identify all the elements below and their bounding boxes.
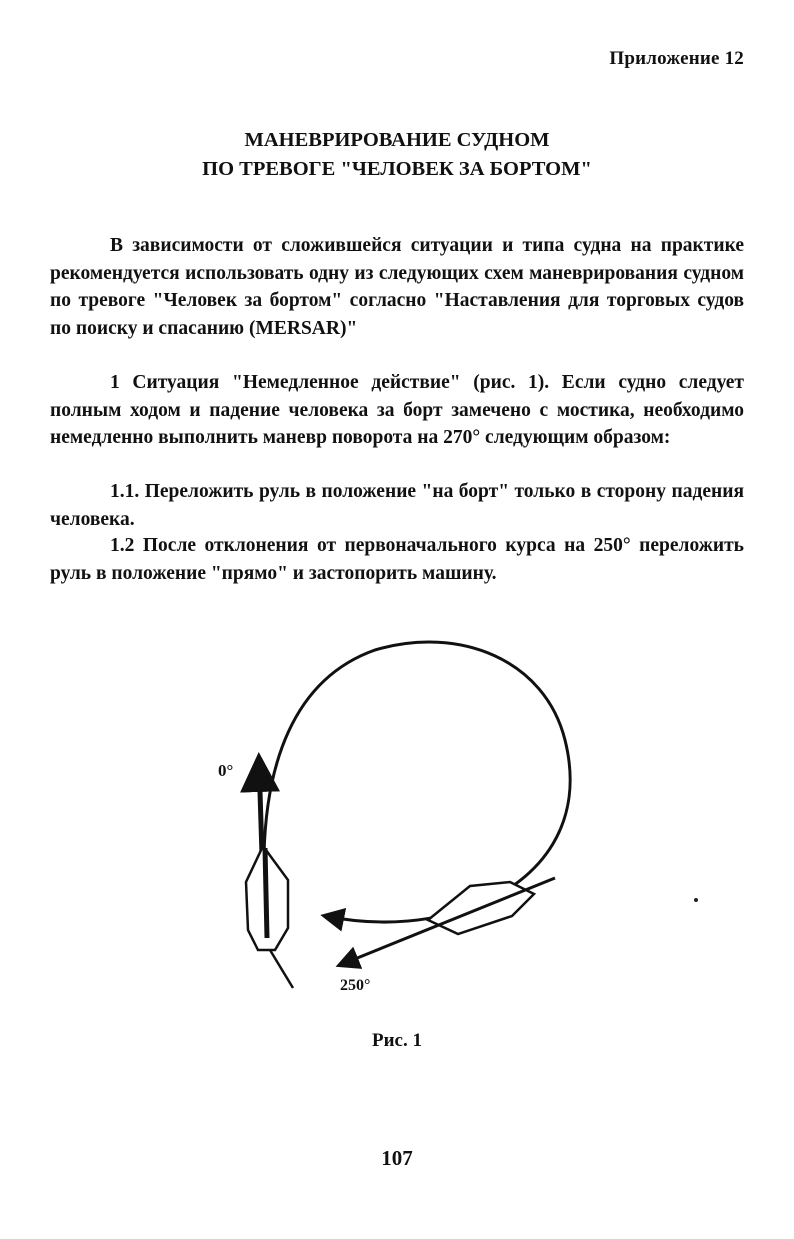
turning-circle-path xyxy=(264,642,570,922)
step-2-text: 1.2 После отклонения от первоначального курса на 250° переложить руль в положение "прямо" и застопорить машину. xyxy=(50,535,744,584)
ship-start-keel xyxy=(265,848,267,938)
start-heading-label: 0° xyxy=(218,761,234,780)
document-title xyxy=(0,126,794,184)
maneuver-diagram xyxy=(190,620,610,1010)
intro-paragraph xyxy=(50,232,744,342)
page-number: 107 xyxy=(381,1146,413,1170)
title-line-1: МАНЕВРИРОВАНИЕ СУДНОМ xyxy=(244,129,550,151)
intro-text: В зависимости от сложившейся ситуации и типа судна на практике рекомендуется использовать одну из следующих схем маневрирования судном по тревоге "Человек за бортом" согласно "Наставления для торговых судов по поиску и спасанию (MERSAR)" xyxy=(50,235,744,339)
scan-speck xyxy=(694,898,698,902)
step-1-paragraph xyxy=(50,478,744,533)
step-1-text: 1.1. Переложить руль в положение "на борт" только в сторону падения человека. xyxy=(50,481,744,530)
situation-paragraph xyxy=(50,369,744,452)
figure-caption: Рис. 1 xyxy=(372,1030,422,1051)
situation-text: 1 Ситуация "Немедленное действие" (рис. 1). Если судно следует полным ходом и падение человека за борт замечено с мостика, необходимо немедленно выполнить маневр поворота на 270° следующим образом: xyxy=(50,372,744,448)
step-2-paragraph xyxy=(50,532,744,587)
end-heading-label: 250° xyxy=(340,977,371,994)
start-wake-line xyxy=(270,950,293,988)
appendix-label: Приложение 12 xyxy=(609,48,744,69)
title-line-2: ПО ТРЕВОГЕ "ЧЕЛОВЕК ЗА БОРТОМ" xyxy=(202,158,592,180)
